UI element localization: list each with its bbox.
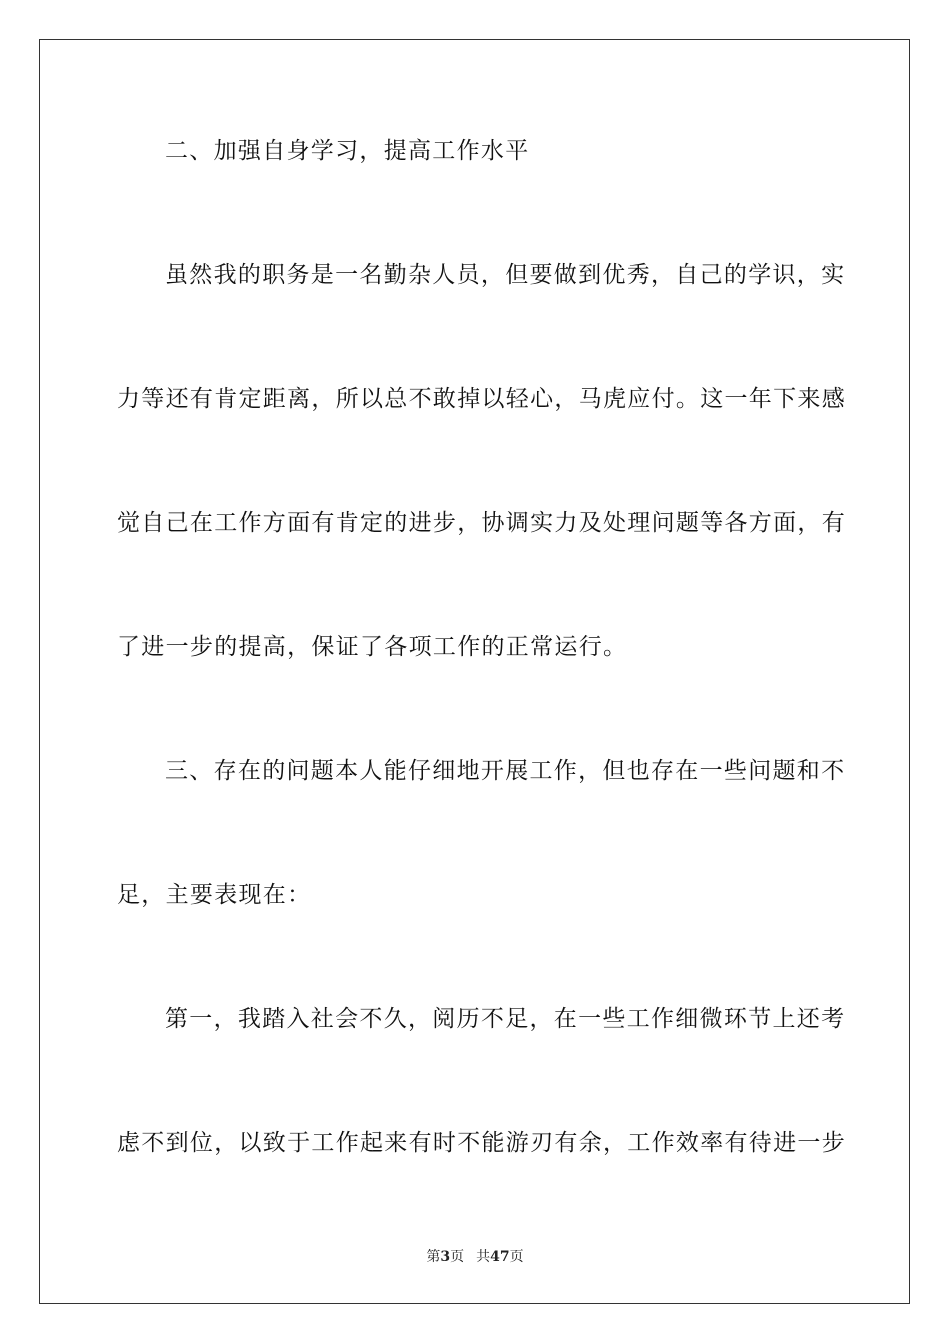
paragraph-line: 虑不到位，以致于工作起来有时不能游刃有余，工作效率有待进一步 — [117, 1130, 846, 1156]
page-border — [39, 39, 910, 1304]
total-prefix: 共 — [476, 1249, 491, 1265]
paragraph-line: 力等还有肯定距离，所以总不敢掉以轻心，马虎应付。这一年下来感 — [117, 386, 846, 412]
paragraph-line: 足，主要表现在： — [117, 882, 312, 908]
page-suffix: 页 — [450, 1249, 465, 1265]
paragraph-line: 第一，我踏入社会不久，阅历不足，在一些工作细微环节上还考 — [165, 1006, 846, 1032]
paragraph-line: 觉自己在工作方面有肯定的进步，协调实力及处理问题等各方面，有 — [117, 510, 846, 536]
section-heading-2: 二、加强自身学习，提高工作水平 — [165, 138, 530, 164]
page-number: 3 — [440, 1249, 451, 1265]
paragraph-line: 虽然我的职务是一名勤杂人员，但要做到优秀，自己的学识，实 — [165, 262, 846, 288]
total-suffix: 页 — [509, 1249, 524, 1265]
paragraph-line: 了进一步的提高，保证了各项工作的正常运行。 — [117, 634, 628, 660]
section-heading-3: 三、存在的问题本人能仔细地开展工作，但也存在一些问题和不 — [165, 758, 846, 784]
page-prefix: 第 — [426, 1249, 441, 1265]
page-footer — [0, 1248, 950, 1266]
total-pages: 47 — [490, 1249, 510, 1265]
